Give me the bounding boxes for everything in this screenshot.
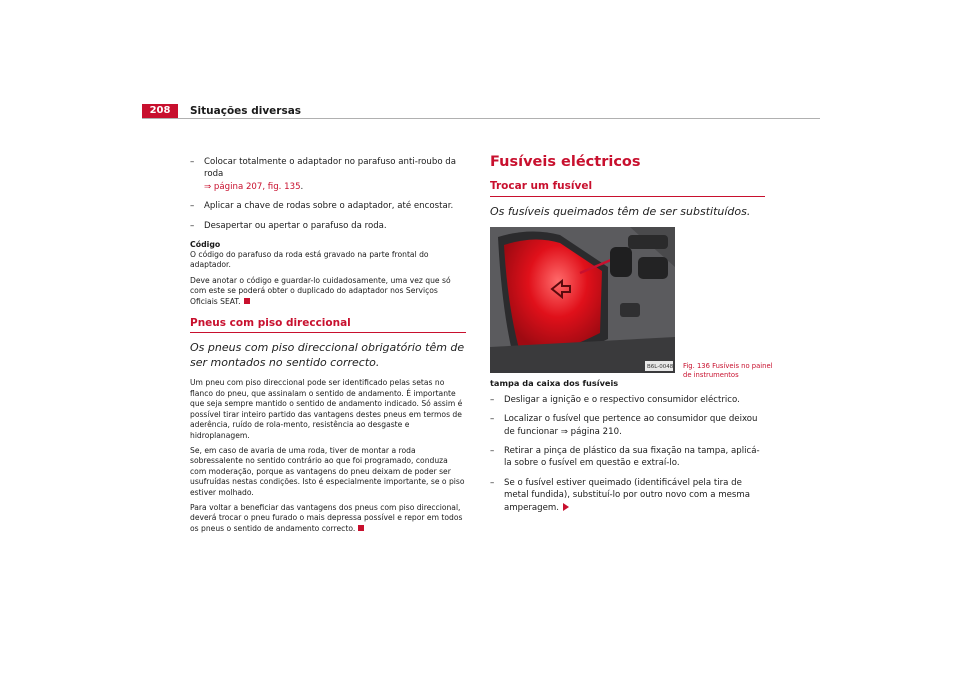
section-title-directional-tyres: Pneus com piso direccional [190, 317, 466, 333]
step-item [490, 394, 765, 406]
dash-marker: – [190, 201, 195, 212]
chapter-title: Fusíveis eléctricos [490, 154, 641, 170]
section-title-change-fuse: Trocar um fusível [490, 180, 765, 196]
step-text: Aplicar a chave de rodas sobre o adaptador, até encostar. [204, 201, 454, 212]
end-of-section-marker [358, 525, 364, 531]
step-text: Localizar o fusível que pertence ao consumidor que deixou de funcionar ⇒ página 210. [504, 414, 758, 437]
step-text: Se o fusível estiver queimado (identificável pela tira de metal fundida), substituí-lo por outro novo com a mesma amperagem. [504, 477, 751, 513]
step-item [190, 200, 466, 212]
step-tail: . [300, 181, 304, 192]
running-header-title: Situações diversas [190, 105, 302, 117]
step-item [490, 413, 765, 438]
step-item [190, 156, 466, 193]
figure-caption: Fig. 136 Fusíveis no painel de instrumentos [683, 362, 773, 379]
dash-marker: – [490, 414, 495, 425]
step-item [190, 220, 466, 232]
step-text: Colocar totalmente o adaptador no parafuso anti-roubo da roda [204, 157, 457, 180]
step-item [490, 477, 765, 514]
body-paragraph: Um pneu com piso direccional pode ser identificado pelas setas no flanco do pneu, que assinalam o sentido de andamento. É importante que seja sempre mantido o sentido de andamento indicado. Só assim é possível tirar inteiro partido das vantagens destes pneus em termos de aderência, ruído de rola-mento, resistência ao desgaste e hidroplanagem. [190, 378, 463, 440]
code-paragraph: O código do parafuso da roda está gravado na parte frontal do adaptador. [190, 250, 429, 270]
body-paragraph: Se, em caso de avaria de uma roda, tiver de montar a roda sobressalente no sentido contrário ao que foi programado, conduza com moderação, porque as vantagens do pneu deixam de poder ser usufruídas nestas condições. Isto é especialmente importante, se o piso estiver molhado. [190, 445, 465, 497]
page-number: 208 [142, 104, 178, 118]
left-column [190, 156, 466, 539]
continue-arrow-icon [563, 503, 569, 511]
dash-marker: – [490, 445, 495, 456]
step-item [490, 445, 765, 470]
figure-code: B6L-0048 [647, 364, 674, 371]
dash-marker: – [190, 157, 195, 167]
fuse-box-cover-label: tampa da caixa dos fusíveis [490, 378, 619, 389]
dash-marker: – [490, 394, 495, 405]
section-lead: Os fusíveis queimados têm de ser substituídos. [490, 204, 751, 218]
header-divider [142, 118, 820, 119]
figure-fuse-panel [490, 227, 675, 373]
step-text: Desligar a ignição e o respectivo consumidor eléctrico. [504, 394, 740, 405]
end-of-section-marker [244, 298, 250, 304]
page-reference-link[interactable]: ⇒ página 207, fig. 135 [204, 181, 301, 192]
code-heading: Código [190, 240, 221, 250]
dash-marker: – [490, 477, 495, 488]
fuse-panel-illustration [490, 227, 675, 373]
right-column [490, 156, 765, 521]
step-text: Retirar a pinça de plástico da sua fixação na tampa, aplicá-la sobre o fusível em questão e extraí-lo. [504, 445, 760, 469]
step-text: Desapertar ou apertar o parafuso da roda. [204, 220, 387, 231]
dash-marker: – [190, 220, 195, 231]
code-paragraph-2: Deve anotar o código e guardar-lo cuidadosamente, uma vez que só com este se poderá obter o duplicado do adaptador nos Serviços Oficiais SEAT. [190, 275, 451, 306]
body-paragraph: Para voltar a beneficiar das vantagens dos pneus com piso direccional, deverá trocar o pneu furado o mais depressa possível e repor em todos os pneus o sentido de andamento correcto. [190, 502, 463, 533]
section-lead: Os pneus com piso direccional obrigatório têm de ser montados no sentido correcto. [190, 341, 465, 369]
